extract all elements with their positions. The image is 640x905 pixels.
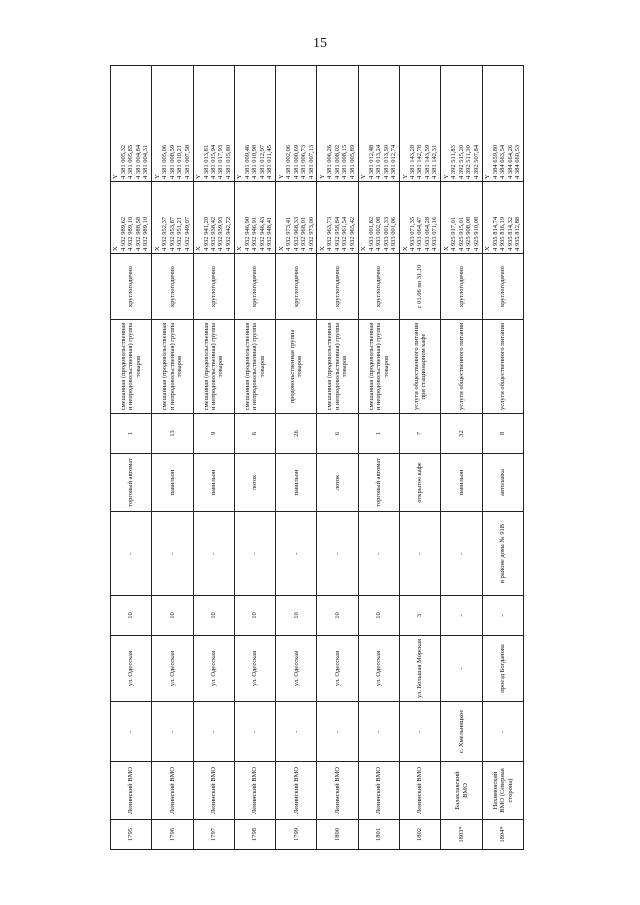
x-coordinate-value: X bbox=[318, 246, 326, 251]
y-coordinate-value: 4 381 008,59 bbox=[168, 144, 176, 179]
count-cell: 8 bbox=[482, 414, 523, 454]
y-coordinate-value: Y bbox=[277, 174, 285, 179]
x-coordinate-value: 4 932 939,93 bbox=[217, 216, 225, 251]
settlement-cell: - bbox=[317, 702, 358, 762]
period-cell: круглогодично bbox=[193, 254, 234, 320]
landmark-cell: - bbox=[441, 512, 482, 596]
street-cell: ул. Большая Морская bbox=[400, 636, 441, 702]
x-coordinate-value: 4 932 951,21 bbox=[176, 216, 184, 251]
y-coordinate-value: 4 381 008,02 bbox=[333, 144, 341, 179]
x-coordinate-value: 4 935 814,32 bbox=[506, 216, 514, 251]
object-type-cell: автолавка bbox=[482, 454, 523, 512]
table-body bbox=[111, 66, 524, 850]
object-type-cell: павильон bbox=[441, 454, 482, 512]
x-coordinates-cell bbox=[234, 182, 275, 254]
x-coordinate-value: 4 932 941,20 bbox=[202, 216, 210, 251]
house-cell: 10 bbox=[111, 596, 152, 636]
y-coordinates-cell bbox=[193, 66, 234, 182]
x-coordinate-value: 4 932 952,37 bbox=[161, 216, 169, 251]
x-coordinate-value: X bbox=[195, 246, 203, 251]
district-cell: Нахимовский ВМО (Северная сторона) bbox=[482, 762, 523, 820]
specialization-cell: продовольственная группа товаров bbox=[276, 320, 317, 414]
street-cell: ул. Одесская bbox=[234, 636, 275, 702]
object-type-cell: павильон bbox=[276, 454, 317, 512]
row-number-cell: 1798 bbox=[234, 820, 275, 850]
specialization-cell: смешанная (продовольственная и непродовольственная) группа товаров bbox=[234, 320, 275, 414]
count-cell: 1 bbox=[111, 414, 152, 454]
x-coordinate-value: 4 932 949,07 bbox=[183, 216, 191, 251]
x-coordinate-value: 4 932 938,42 bbox=[210, 216, 217, 251]
x-coordinate-value: 4 932 942,72 bbox=[224, 216, 232, 251]
table-row bbox=[152, 66, 193, 850]
x-coordinate-value: X bbox=[484, 246, 492, 251]
x-coordinates-cell bbox=[152, 182, 193, 254]
specialization-cell: смешанная (продовольственная и непродовольственная) группа товаров bbox=[193, 320, 234, 414]
y-coordinates-cell bbox=[358, 66, 399, 182]
object-type-cell: торговый автомат bbox=[358, 454, 399, 512]
x-coordinate-value: 4 925 908,08 bbox=[465, 216, 473, 251]
page-number: 15 bbox=[313, 36, 327, 51]
x-coordinate-value: 4 935 812,88 bbox=[514, 216, 522, 251]
x-coordinate-value: X bbox=[112, 246, 120, 251]
district-cell: Ленинский ВМО bbox=[358, 762, 399, 820]
object-type-cell: лоток bbox=[317, 454, 358, 512]
landmark-cell: в районе дома № 91В bbox=[482, 512, 523, 596]
period-cell: с 01.06 по 31.10 bbox=[400, 254, 441, 320]
specialization-cell: смешанная (продовольственная и непродовольственная) группа товаров bbox=[317, 320, 358, 414]
object-type-cell: торговый автомат bbox=[111, 454, 152, 512]
x-coordinate-value: 4 932 946,90 bbox=[243, 216, 251, 251]
x-coordinate-value: 4 932 989,10 bbox=[127, 216, 135, 251]
x-coordinate-value: 4 932 989,62 bbox=[119, 216, 127, 251]
y-coordinates-cell bbox=[317, 66, 358, 182]
x-coordinates-cell bbox=[482, 182, 523, 254]
x-coordinates-cell bbox=[193, 182, 234, 254]
table-row bbox=[276, 66, 317, 850]
y-coordinate-value: 4 381 015,94 bbox=[210, 144, 217, 179]
x-coordinate-value: 4 932 948,41 bbox=[266, 216, 274, 251]
district-cell: Балаклавский ВМО bbox=[441, 762, 482, 820]
x-coordinates-cell bbox=[111, 182, 152, 254]
house-cell: 10 bbox=[152, 596, 193, 636]
x-coordinate-value: 4 933 001,06 bbox=[390, 216, 398, 251]
landmark-cell: - bbox=[234, 512, 275, 596]
house-cell: 10 bbox=[234, 596, 275, 636]
y-coordinate-value: Y bbox=[401, 174, 409, 179]
y-coordinate-value: 4 381 004,84 bbox=[134, 144, 142, 179]
y-coordinate-value: 4 381 142,31 bbox=[431, 144, 439, 179]
period-cell: круглогодично bbox=[152, 254, 193, 320]
street-cell: ул. Одесская bbox=[276, 636, 317, 702]
y-coordinate-value: 4 381 015,80 bbox=[224, 144, 232, 179]
count-cell: 1 bbox=[358, 414, 399, 454]
street-cell: ул. Одесская bbox=[111, 636, 152, 702]
x-coordinate-value: 4 932 989,10 bbox=[142, 216, 150, 251]
x-coordinate-value: 4 925 915,01 bbox=[457, 216, 465, 251]
district-cell: Ленинский ВМО bbox=[234, 762, 275, 820]
y-coordinate-value: 4 381 006,73 bbox=[300, 144, 308, 179]
y-coordinate-value: 4 381 008,15 bbox=[341, 144, 349, 179]
count-cell: 13 bbox=[152, 414, 193, 454]
street-cell: ул. Одесская bbox=[358, 636, 399, 702]
y-coordinate-value: Y bbox=[318, 174, 326, 179]
y-coordinate-value: 4 381 005,06 bbox=[161, 144, 169, 179]
y-coordinate-value: 4 381 009,46 bbox=[243, 144, 251, 179]
street-cell: проезд Богданова bbox=[482, 636, 523, 702]
x-coordinate-value: X bbox=[153, 246, 161, 251]
specialization-cell: услуги общественного питания при стационарном кафе bbox=[400, 320, 441, 414]
district-cell: Ленинский ВМО bbox=[152, 762, 193, 820]
x-coordinate-value: 4 933 064,28 bbox=[423, 216, 431, 251]
table-row bbox=[317, 66, 358, 850]
landmark-cell: - bbox=[276, 512, 317, 596]
y-coordinate-value: 4 381 010,98 bbox=[251, 144, 259, 179]
x-coordinate-value: 4 933 002,08 bbox=[375, 216, 383, 251]
x-coordinate-value: 4 932 963,73 bbox=[326, 216, 334, 251]
specialization-cell: смешанная (продовольственная и непродовольственная) группа товаров bbox=[152, 320, 193, 414]
x-coordinate-value: X bbox=[442, 246, 450, 251]
y-coordinate-value: 4 392 515,20 bbox=[457, 144, 465, 179]
house-cell: - bbox=[482, 596, 523, 636]
count-cell: 7 bbox=[400, 414, 441, 454]
y-coordinates-cell bbox=[441, 66, 482, 182]
y-coordinate-value: Y bbox=[112, 174, 120, 179]
x-coordinate-value: 4 932 961,54 bbox=[341, 216, 349, 251]
x-coordinate-value: 4 932 953,87 bbox=[168, 216, 176, 251]
district-cell: Ленинский ВМО bbox=[193, 762, 234, 820]
x-coordinates-cell bbox=[441, 182, 482, 254]
landmark-cell: - bbox=[193, 512, 234, 596]
row-number-cell: 1797 bbox=[193, 820, 234, 850]
x-coordinate-value: 4 932 968,33 bbox=[292, 216, 300, 251]
placement-table bbox=[110, 65, 524, 850]
y-coordinates-cell bbox=[400, 66, 441, 182]
y-coordinate-value: 4 381 017,93 bbox=[217, 144, 225, 179]
x-coordinate-value: 4 933 001,33 bbox=[382, 216, 390, 251]
y-coordinate-value: 4 381 004,31 bbox=[142, 144, 150, 179]
x-coordinates-cell bbox=[276, 182, 317, 254]
count-cell: 26 bbox=[276, 414, 317, 454]
x-coordinate-value: X bbox=[277, 246, 285, 251]
street-cell: ул. Одесская bbox=[317, 636, 358, 702]
y-coordinate-value: 4 392 511,30 bbox=[465, 145, 473, 179]
object-type-cell: лоток bbox=[234, 454, 275, 512]
y-coordinate-value: 4 381 012,97 bbox=[258, 144, 266, 179]
x-coordinate-value: 4 932 973,00 bbox=[307, 216, 315, 251]
period-cell: круглогодично bbox=[276, 254, 317, 320]
period-cell: круглогодично bbox=[441, 254, 482, 320]
x-coordinate-value: 4 932 988,58 bbox=[134, 216, 142, 251]
landmark-cell: - bbox=[358, 512, 399, 596]
period-cell: круглогодично bbox=[234, 254, 275, 320]
count-cell: 32 bbox=[441, 414, 482, 454]
y-coordinate-value: 4 384 659,80 bbox=[491, 144, 499, 179]
settlement-cell: - bbox=[152, 702, 193, 762]
y-coordinates-cell bbox=[234, 66, 275, 182]
y-coordinate-value: 4 381 013,50 bbox=[382, 144, 390, 179]
x-coordinate-value: 4 932 968,01 bbox=[300, 216, 308, 251]
row-number-cell: 1804* bbox=[482, 820, 523, 850]
street-cell: - bbox=[441, 636, 482, 702]
settlement-cell: - bbox=[482, 702, 523, 762]
y-coordinate-value: 4 381 142,78 bbox=[416, 144, 424, 179]
period-cell: круглогодично bbox=[111, 254, 152, 320]
x-coordinate-value: 4 932 946,43 bbox=[258, 216, 266, 251]
landmark-cell: - bbox=[317, 512, 358, 596]
y-coordinate-value: 4 381 005,32 bbox=[119, 144, 127, 179]
x-coordinates-cell bbox=[400, 182, 441, 254]
y-coordinates-cell bbox=[482, 66, 523, 182]
landmark-cell: - bbox=[152, 512, 193, 596]
period-cell: круглогодично bbox=[358, 254, 399, 320]
y-coordinate-value: 4 392 511,83 bbox=[450, 145, 458, 179]
x-coordinate-value: 4 932 965,42 bbox=[348, 216, 356, 251]
house-cell: 10 bbox=[276, 596, 317, 636]
period-cell: круглогодично bbox=[317, 254, 358, 320]
settlement-cell: - bbox=[193, 702, 234, 762]
y-coordinate-value: 4 381 010,21 bbox=[176, 144, 184, 179]
settlement-cell: - bbox=[234, 702, 275, 762]
row-number-cell: 1802 bbox=[400, 820, 441, 850]
x-coordinate-value: 4 932 973,41 bbox=[285, 216, 293, 251]
y-coordinate-value: 4 384 660,53 bbox=[514, 144, 522, 179]
y-coordinate-value: 4 381 011,45 bbox=[266, 145, 274, 179]
specialization-cell: услуги общественного питания bbox=[441, 320, 482, 414]
y-coordinate-value: Y bbox=[484, 174, 492, 179]
specialization-cell: смешанная (продовольственная и непродовольственная) группа товаров bbox=[111, 320, 152, 414]
row-number-cell: 1800 bbox=[317, 820, 358, 850]
count-cell: 6 bbox=[234, 414, 275, 454]
table-row bbox=[234, 66, 275, 850]
y-coordinate-value: 4 381 143,28 bbox=[409, 144, 417, 179]
settlement-cell: - bbox=[276, 702, 317, 762]
street-cell: ул. Одесская bbox=[152, 636, 193, 702]
landmark-cell: - bbox=[111, 512, 152, 596]
y-coordinate-value: 4 381 005,85 bbox=[127, 144, 135, 179]
y-coordinate-value: Y bbox=[442, 174, 450, 179]
y-coordinate-value: 4 381 007,13 bbox=[307, 144, 315, 179]
y-coordinate-value: 4 381 007,58 bbox=[183, 144, 191, 179]
settlement-cell: - bbox=[400, 702, 441, 762]
y-coordinate-value: Y bbox=[195, 174, 203, 179]
count-cell: 9 bbox=[193, 414, 234, 454]
y-coordinate-value: 4 384 664,26 bbox=[506, 144, 514, 179]
district-cell: Ленинский ВМО bbox=[111, 762, 152, 820]
y-coordinates-cell bbox=[276, 66, 317, 182]
y-coordinate-value: 4 381 005,89 bbox=[348, 144, 356, 179]
house-cell: 10 bbox=[193, 596, 234, 636]
x-coordinate-value: 4 933 064,47 bbox=[416, 216, 424, 251]
x-coordinate-value: 4 925 917,01 bbox=[450, 216, 458, 251]
y-coordinates-cell bbox=[152, 66, 193, 182]
y-coordinate-value: 4 384 663,54 bbox=[499, 144, 507, 179]
y-coordinate-value: 4 381 012,48 bbox=[367, 144, 375, 179]
landmark-cell: - bbox=[400, 512, 441, 596]
x-coordinate-value: 4 932 958,84 bbox=[333, 216, 341, 251]
y-coordinate-value: Y bbox=[153, 174, 161, 179]
row-number-cell: 1803* bbox=[441, 820, 482, 850]
specialization-cell: смешанная (продовольственная и непродовольственная) группа товаров bbox=[358, 320, 399, 414]
y-coordinate-value: 4 381 013,81 bbox=[202, 144, 210, 179]
table-row bbox=[193, 66, 234, 850]
y-coordinate-value: 4 381 002,06 bbox=[285, 144, 293, 179]
y-coordinate-value: 4 381 006,26 bbox=[326, 144, 334, 179]
y-coordinate-value: 4 381 012,74 bbox=[390, 144, 398, 179]
x-coordinates-cell bbox=[358, 182, 399, 254]
settlement-cell: с. Хмельницкое bbox=[441, 702, 482, 762]
object-type-cell: открытое кафе bbox=[400, 454, 441, 512]
y-coordinate-value: 4 381 013,24 bbox=[375, 144, 383, 179]
district-cell: Ленинский ВМО bbox=[400, 762, 441, 820]
specialization-cell: услуги общественного питания bbox=[482, 320, 523, 414]
settlement-cell: - bbox=[111, 702, 152, 762]
house-cell: 10 bbox=[358, 596, 399, 636]
table-row bbox=[482, 66, 523, 850]
x-coordinate-value: X bbox=[360, 246, 368, 251]
x-coordinates-cell bbox=[317, 182, 358, 254]
y-coordinate-value: 4 392 507,84 bbox=[472, 144, 480, 179]
x-coordinate-value: 4 935 816,19 bbox=[499, 216, 507, 251]
district-cell: Ленинский ВМО bbox=[317, 762, 358, 820]
district-cell: Ленинский ВМО bbox=[276, 762, 317, 820]
settlement-cell: - bbox=[358, 702, 399, 762]
x-coordinate-value: 4 935 814,74 bbox=[491, 216, 499, 251]
y-coordinate-value: 4 381 143,59 bbox=[423, 144, 431, 179]
x-coordinate-value: 4 933 071,35 bbox=[409, 216, 417, 251]
y-coordinate-value: Y bbox=[236, 174, 244, 179]
street-cell: ул. Одесская bbox=[193, 636, 234, 702]
object-type-cell: павильон bbox=[152, 454, 193, 512]
y-coordinate-value: 4 381 000,69 bbox=[292, 144, 300, 179]
row-number-cell: 1795 bbox=[111, 820, 152, 850]
period-cell: круглогодично bbox=[482, 254, 523, 320]
object-type-cell: павильон bbox=[193, 454, 234, 512]
x-coordinate-value: 4 933 071,16 bbox=[431, 216, 439, 251]
y-coordinate-value: Y bbox=[360, 174, 368, 179]
table-row bbox=[111, 66, 152, 850]
house-cell: 3 bbox=[400, 596, 441, 636]
count-cell: 6 bbox=[317, 414, 358, 454]
rotated-table-container bbox=[110, 66, 524, 850]
row-number-cell: 1796 bbox=[152, 820, 193, 850]
table-row bbox=[400, 66, 441, 850]
table-row bbox=[358, 66, 399, 850]
x-coordinate-value: 4 932 946,91 bbox=[251, 216, 259, 251]
x-coordinate-value: 4 925 910,08 bbox=[472, 216, 480, 251]
y-coordinates-cell bbox=[111, 66, 152, 182]
table-row bbox=[441, 66, 482, 850]
x-coordinate-value: X bbox=[236, 246, 244, 251]
row-number-cell: 1801 bbox=[358, 820, 399, 850]
house-cell: - bbox=[441, 596, 482, 636]
row-number-cell: 1799 bbox=[276, 820, 317, 850]
x-coordinate-value: X bbox=[401, 246, 409, 251]
house-cell: 10 bbox=[317, 596, 358, 636]
x-coordinate-value: 4 933 001,82 bbox=[367, 216, 375, 251]
